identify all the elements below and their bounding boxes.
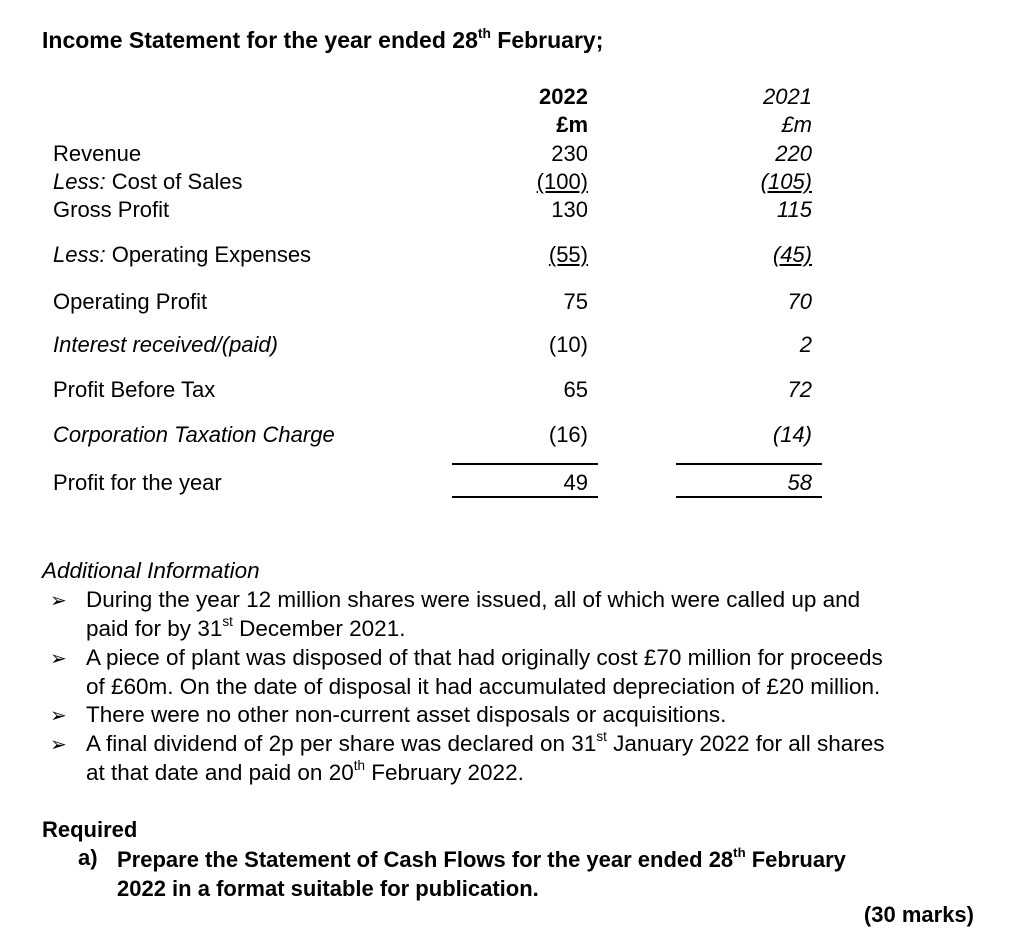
total-rule-bottom-2022 — [452, 496, 598, 498]
row-label-gross-profit: Gross Profit — [53, 197, 170, 222]
bullet-arrow-icon: ➢ — [50, 590, 67, 612]
total-rule-top-2022 — [452, 463, 598, 465]
total-rule-top-2021 — [676, 463, 822, 465]
column-unit-2022: £m — [556, 112, 588, 137]
required-heading: Required — [42, 817, 138, 842]
value-2022-cost-of-sales: (100) — [536, 169, 588, 194]
row-label-tax: Corporation Taxation Charge — [53, 422, 335, 447]
bullet-3-text: There were no other non-current asset disposals or acquisitions. — [86, 702, 727, 727]
value-2022-operating-profit: 75 — [563, 289, 588, 314]
value-2022-gross-profit: 130 — [551, 197, 588, 222]
required-item-text: Prepare the Statement of Cash Flows for the year ended 28th February 2022 in a format suitable for publication. — [117, 845, 846, 901]
bullet-arrow-icon: ➢ — [50, 705, 67, 727]
row-label-cost-of-sales: Less: Cost of Sales — [53, 169, 243, 194]
value-2021-revenue: 220 — [775, 141, 812, 166]
bullet-arrow-icon: ➢ — [50, 734, 67, 756]
bullet-1-text: During the year 12 million shares were issued, all of which were called up and paid for by 31st December 2021. — [86, 587, 861, 641]
value-2021-cost-of-sales: (105) — [760, 169, 812, 194]
value-2022-tax: (16) — [548, 422, 588, 447]
column-year-2022: 2022 — [539, 84, 588, 109]
value-2022-profit-for-year: 49 — [563, 470, 588, 495]
value-2021-tax: (14) — [772, 422, 812, 447]
required-item-label: a) — [78, 845, 98, 870]
value-2021-interest: 2 — [799, 332, 812, 357]
row-label-revenue: Revenue — [53, 141, 142, 166]
additional-info-heading: Additional Information — [42, 558, 260, 583]
value-2022-profit-before-tax: 65 — [563, 377, 588, 402]
row-label-profit-before-tax: Profit Before Tax — [53, 377, 216, 402]
bullet-2-text: A piece of plant was disposed of that had originally cost £70 million for proceeds of £60m. On the date of disposal it had accumulated depreciation of £20 million. — [86, 645, 883, 699]
value-2022-revenue: 230 — [551, 141, 588, 166]
value-2021-gross-profit: 115 — [776, 197, 812, 222]
value-2022-operating-expenses: (55) — [548, 242, 588, 267]
column-year-2021: 2021 — [763, 84, 812, 109]
column-unit-2021: £m — [781, 112, 812, 137]
value-2021-profit-before-tax: 72 — [787, 377, 812, 402]
value-2021-profit-for-year: 58 — [787, 470, 812, 495]
row-label-profit-for-year: Profit for the year — [53, 470, 222, 495]
total-rule-bottom-2021 — [676, 496, 822, 498]
page-title: Income Statement for the year ended 28th February; — [42, 25, 604, 53]
value-2021-operating-expenses: (45) — [772, 242, 812, 267]
value-2021-operating-profit: 70 — [787, 289, 812, 314]
row-label-interest: Interest received/(paid) — [53, 332, 278, 357]
marks-label: (30 marks) — [863, 902, 974, 927]
row-label-operating-profit: Operating Profit — [53, 289, 208, 314]
row-label-operating-expenses: Less: Operating Expenses — [53, 242, 312, 267]
bullet-arrow-icon: ➢ — [50, 648, 67, 670]
value-2022-interest: (10) — [548, 332, 588, 357]
bullet-4-text: A final dividend of 2p per share was declared on 31st January 2022 for all shares at that date and paid on 20th February 2022. — [86, 729, 885, 785]
